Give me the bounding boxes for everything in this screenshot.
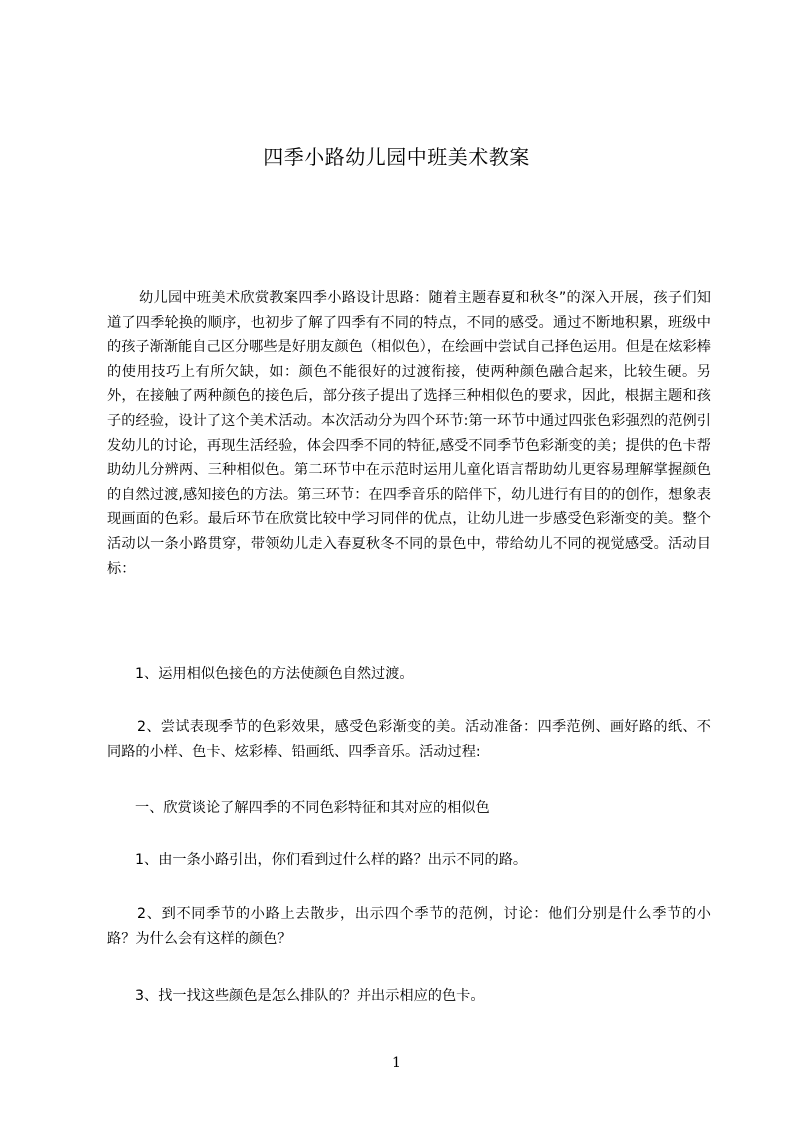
paragraph-step-3: 3、找一找这些颜色是怎么排队的？并出示相应的色卡。 (135, 988, 485, 1004)
page-number: 1 (392, 1055, 401, 1071)
paragraph-goal-1: 1、运用相似色接色的方法使颜色自然过渡。 (135, 666, 414, 682)
paragraph-goal-2-preparation: 2、尝试表现季节的色彩效果，感受色彩渐变的美。活动准备：四季范例、画好路的纸、不同路的小样、色卡、炫彩棒、铅画纸、四季音乐。活动过程: (107, 719, 711, 760)
paragraph-step-2: 2、到不同季节的小路上去散步，出示四个季节的范例，讨论：他们分别是什么季节的小路？为什么会有这样的颜色？ (107, 906, 711, 947)
document-title: 四季小路幼儿园中班美术教案 (263, 145, 530, 169)
paragraph-section-one-heading: 一、欣赏谈论了解四季的不同色彩特征和其对应的相似色 (135, 800, 490, 816)
paragraph-step-1: 1、由一条小路引出，你们看到过什么样的路？出示不同的路。 (135, 852, 528, 868)
paragraph-design-intro: 幼儿园中班美术欣赏教案四季小路设计思路：随着主题春夏和秋冬”的深入开展，孩子们知道了四季轮换的顺序，也初步了解了四季有不同的特点，不同的感受。通过不断地积累，班级中的孩子渐渐能自己区分哪些是好朋友颜色（相似色），在绘画中尝试自己择色运用。但是在炫彩棒的使用技巧上有所欠缺，如：颜色不能很好的过渡衔接，使两种颜色融合起来，比较生硬。另外，在接触了两种颜色的接色后，部分孩子提出了选择三种相似色的要求，因此，根据主题和孩子的经验，设计了这个美术活动。本次活动分为四个环节:第一环节中通过四张色彩强烈的范例引发幼儿的讨论，再现生活经验，体会四季不同的特征,感受不同季节色彩渐变的美；提供的色卡帮助幼儿分辨两、三种相似色。第二环节中在示范时运用儿童化语言帮助幼儿更容易理解掌握颜色的自然过渡,感知接色的方法。第三环节：在四季音乐的陪伴下，幼儿进行有目的的创作，想象表现画面的色彩。最后环节在欣赏比较中学习同伴的优点，让幼儿进一步感受色彩渐变的美。整个活动以一条小路贯穿，带领幼儿走入春夏秋冬不同的景色中，带给幼儿不同的视觉感受。活动目标： (107, 290, 711, 577)
